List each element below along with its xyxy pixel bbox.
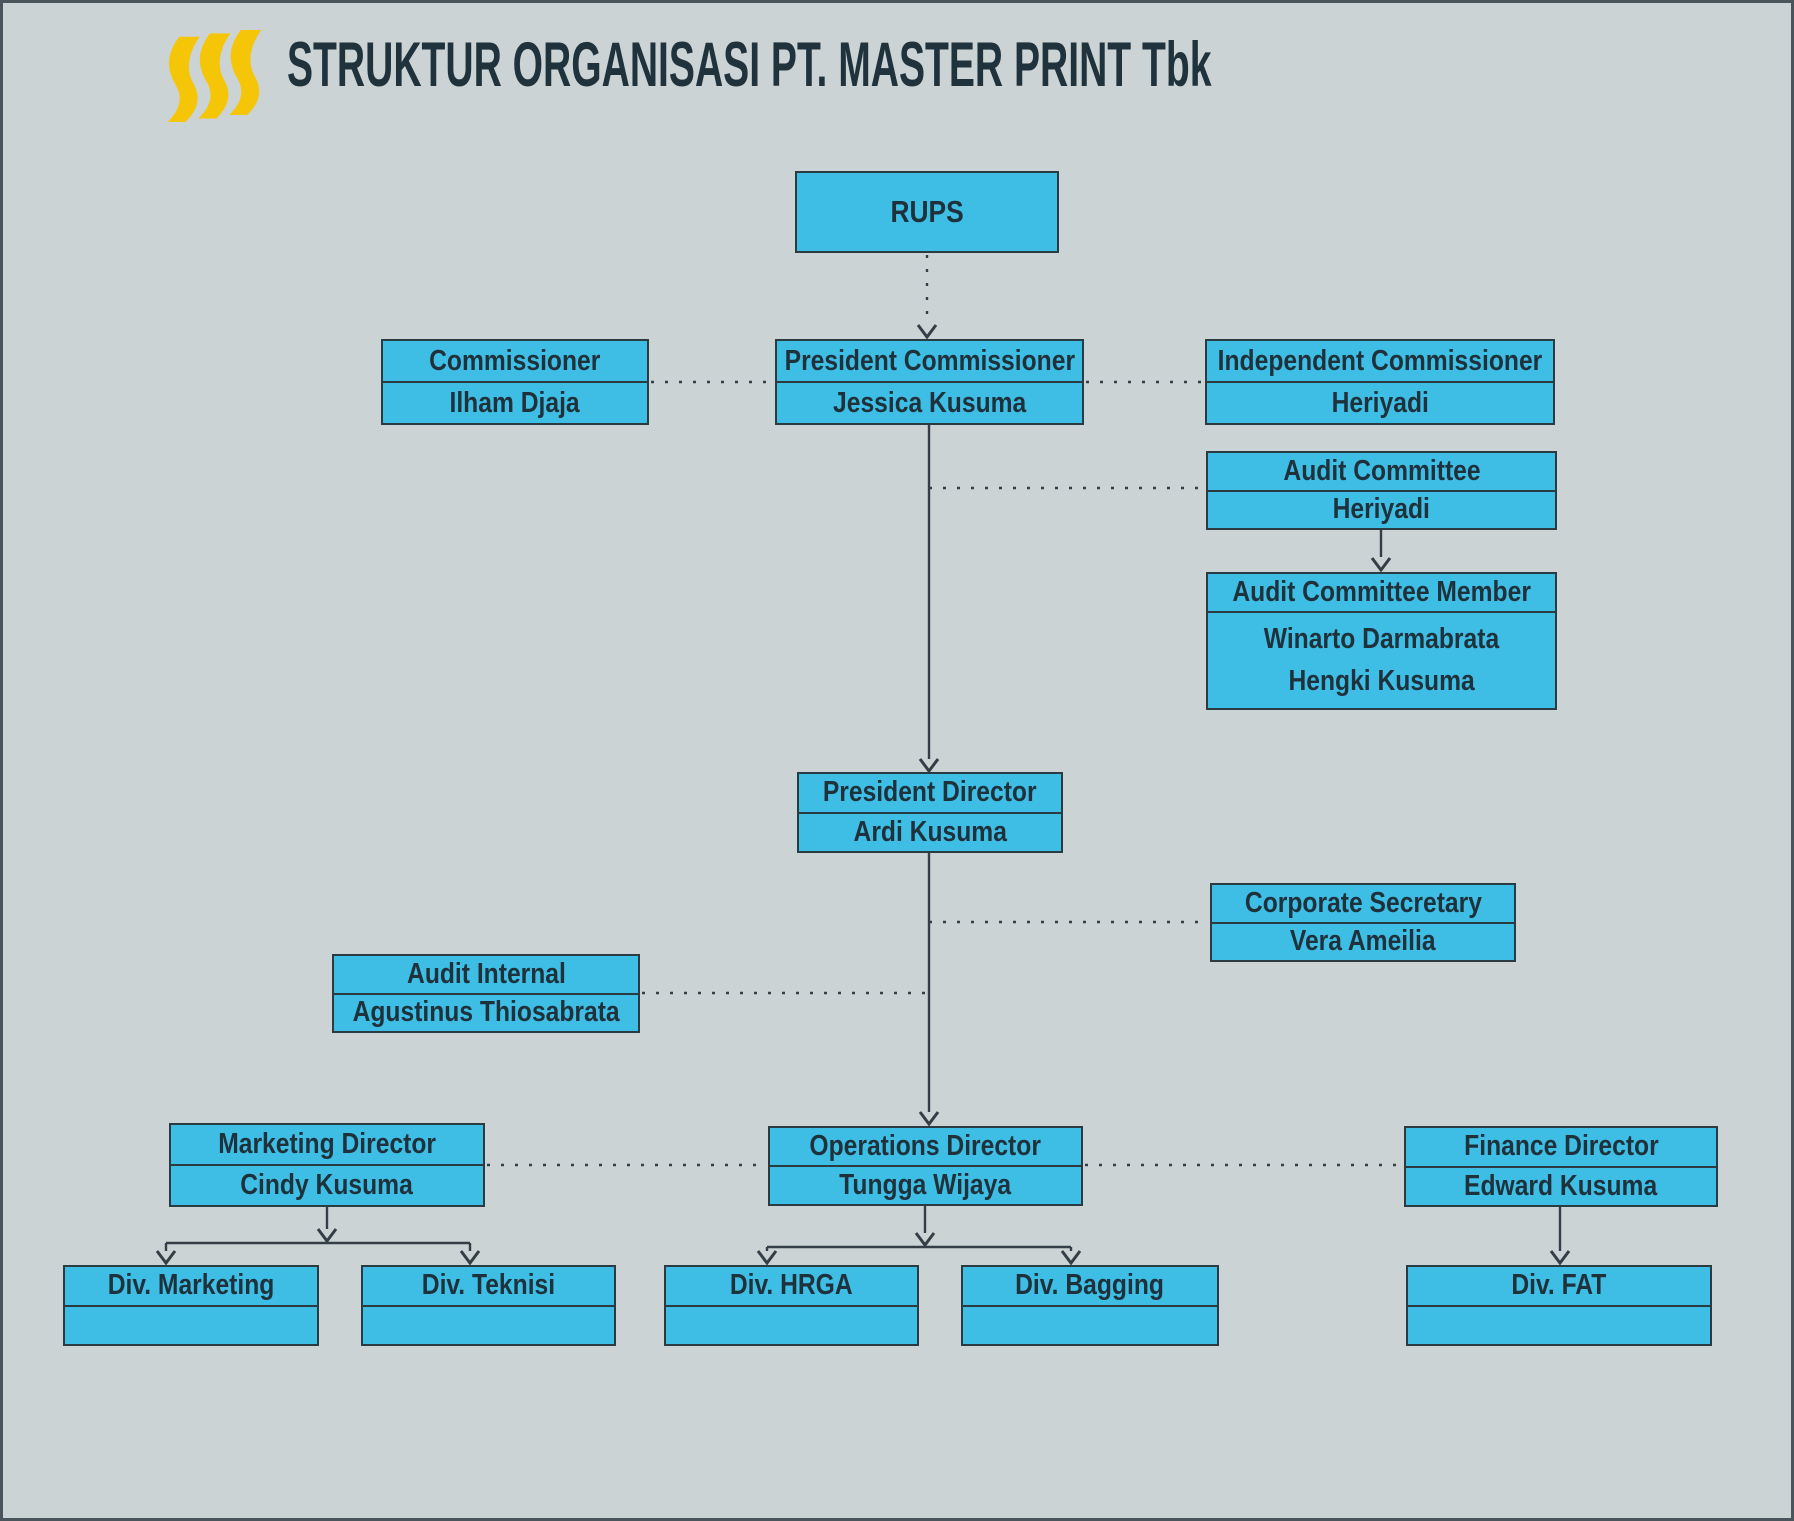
node-president-commissioner xyxy=(775,339,1084,425)
node-independent-commissioner xyxy=(1205,339,1555,425)
node-title: Independent Commissioner xyxy=(1217,344,1543,377)
node-name-row xyxy=(383,381,647,423)
node-div-fat xyxy=(1406,1265,1712,1346)
node-title-row xyxy=(1406,1128,1716,1166)
node-name: Edward Kusuma xyxy=(1464,1169,1658,1202)
node-finance-director xyxy=(1404,1126,1718,1207)
node-name-row xyxy=(334,993,638,1032)
node-title: Div. Bagging xyxy=(1015,1269,1165,1302)
node-name: Ardi Kusuma xyxy=(853,815,1007,848)
node-name-row xyxy=(1208,490,1555,529)
node-name: Vera Ameilia xyxy=(1290,925,1436,958)
node-title-row xyxy=(666,1267,917,1305)
node-name: Tungga Wijaya xyxy=(839,1169,1012,1201)
node-title-row xyxy=(1208,453,1555,490)
node-members xyxy=(1208,611,1555,708)
node-marketing-director xyxy=(169,1123,485,1207)
node-title: RUPS xyxy=(890,194,964,229)
node-title-row xyxy=(1212,885,1514,922)
node-audit-committee xyxy=(1206,451,1557,530)
node-name: Cindy Kusuma xyxy=(240,1169,414,1201)
wave-stripes-icon xyxy=(151,30,269,123)
node-title: Finance Director xyxy=(1463,1130,1659,1163)
node-div-hrga xyxy=(664,1265,919,1346)
node-commissioner xyxy=(381,339,649,425)
node-name-row xyxy=(963,1305,1217,1345)
node-title: Marketing Director xyxy=(218,1128,436,1160)
node-title-row xyxy=(171,1125,483,1164)
node-rups xyxy=(795,171,1059,253)
node-name: Heriyadi xyxy=(1331,386,1429,419)
node-name-row xyxy=(363,1305,614,1345)
member-name: Winarto Darmabrata xyxy=(1263,622,1500,655)
node-title: Audit Committee xyxy=(1282,454,1481,487)
node-audit-internal xyxy=(332,954,640,1033)
page-title-text: STRUKTUR ORGANISASI PT. MASTER PRINT Tbk xyxy=(287,30,1212,100)
node-title-row xyxy=(1408,1267,1710,1305)
node-title: Audit Committee Member xyxy=(1232,576,1531,608)
node-title-row xyxy=(797,173,1057,251)
node-title-row xyxy=(963,1267,1217,1305)
node-title: Div. HRGA xyxy=(730,1269,853,1302)
node-title-row xyxy=(1208,574,1555,611)
member-name: Hengki Kusuma xyxy=(1288,665,1475,698)
node-name-row xyxy=(1408,1305,1710,1345)
node-title-row xyxy=(777,341,1082,381)
node-title-row xyxy=(799,774,1061,812)
node-title-row xyxy=(334,956,638,993)
node-name: Agustinus Thiosabrata xyxy=(352,996,620,1029)
node-title: Div. FAT xyxy=(1511,1269,1607,1302)
node-title-row xyxy=(383,341,647,381)
node-title: Audit Internal xyxy=(406,957,566,990)
node-div-marketing xyxy=(63,1265,319,1346)
node-title: Operations Director xyxy=(809,1130,1042,1162)
node-title: President Director xyxy=(823,776,1037,809)
edge-president-commissioner-president-director xyxy=(920,425,938,771)
edge-operations-director-divisions xyxy=(758,1206,1080,1263)
node-name-row xyxy=(777,381,1082,423)
node-name-row xyxy=(1406,1166,1716,1206)
node-div-bagging xyxy=(961,1265,1219,1346)
node-name: Jessica Kusuma xyxy=(832,386,1027,419)
node-name-row xyxy=(799,812,1061,852)
node-name: Ilham Djaja xyxy=(449,386,581,419)
edge-marketing-director-divisions xyxy=(157,1207,479,1263)
node-title: Corporate Secretary xyxy=(1244,886,1482,919)
node-name-row xyxy=(1212,922,1514,961)
node-title: Div. Teknisi xyxy=(421,1269,556,1302)
edge-finance-director-div-fat xyxy=(1551,1207,1569,1263)
page-title xyxy=(287,30,1778,100)
node-title-row xyxy=(363,1267,614,1305)
node-title: President Commissioner xyxy=(784,344,1075,377)
node-name-row xyxy=(770,1165,1081,1204)
node-name-row xyxy=(666,1305,917,1345)
node-audit-committee-member xyxy=(1206,572,1557,710)
node-div-teknisi xyxy=(361,1265,616,1346)
node-title: Commissioner xyxy=(429,344,601,377)
edge-rups-president-commissioner xyxy=(918,255,936,337)
node-president-director xyxy=(797,772,1063,853)
node-title-row xyxy=(65,1267,317,1305)
node-title-row xyxy=(1207,341,1553,381)
node-name-row xyxy=(171,1164,483,1205)
node-title-row xyxy=(770,1128,1081,1165)
node-corporate-secretary xyxy=(1210,883,1516,962)
node-name: Heriyadi xyxy=(1332,493,1431,526)
node-name-row xyxy=(1207,381,1553,423)
edge-president-director-operations-director xyxy=(920,853,938,1124)
node-name-row xyxy=(65,1305,317,1345)
node-title: Div. Marketing xyxy=(107,1269,275,1302)
node-operations-director xyxy=(768,1126,1083,1206)
edge-audit-committee-audit-committee-member xyxy=(1372,530,1390,570)
